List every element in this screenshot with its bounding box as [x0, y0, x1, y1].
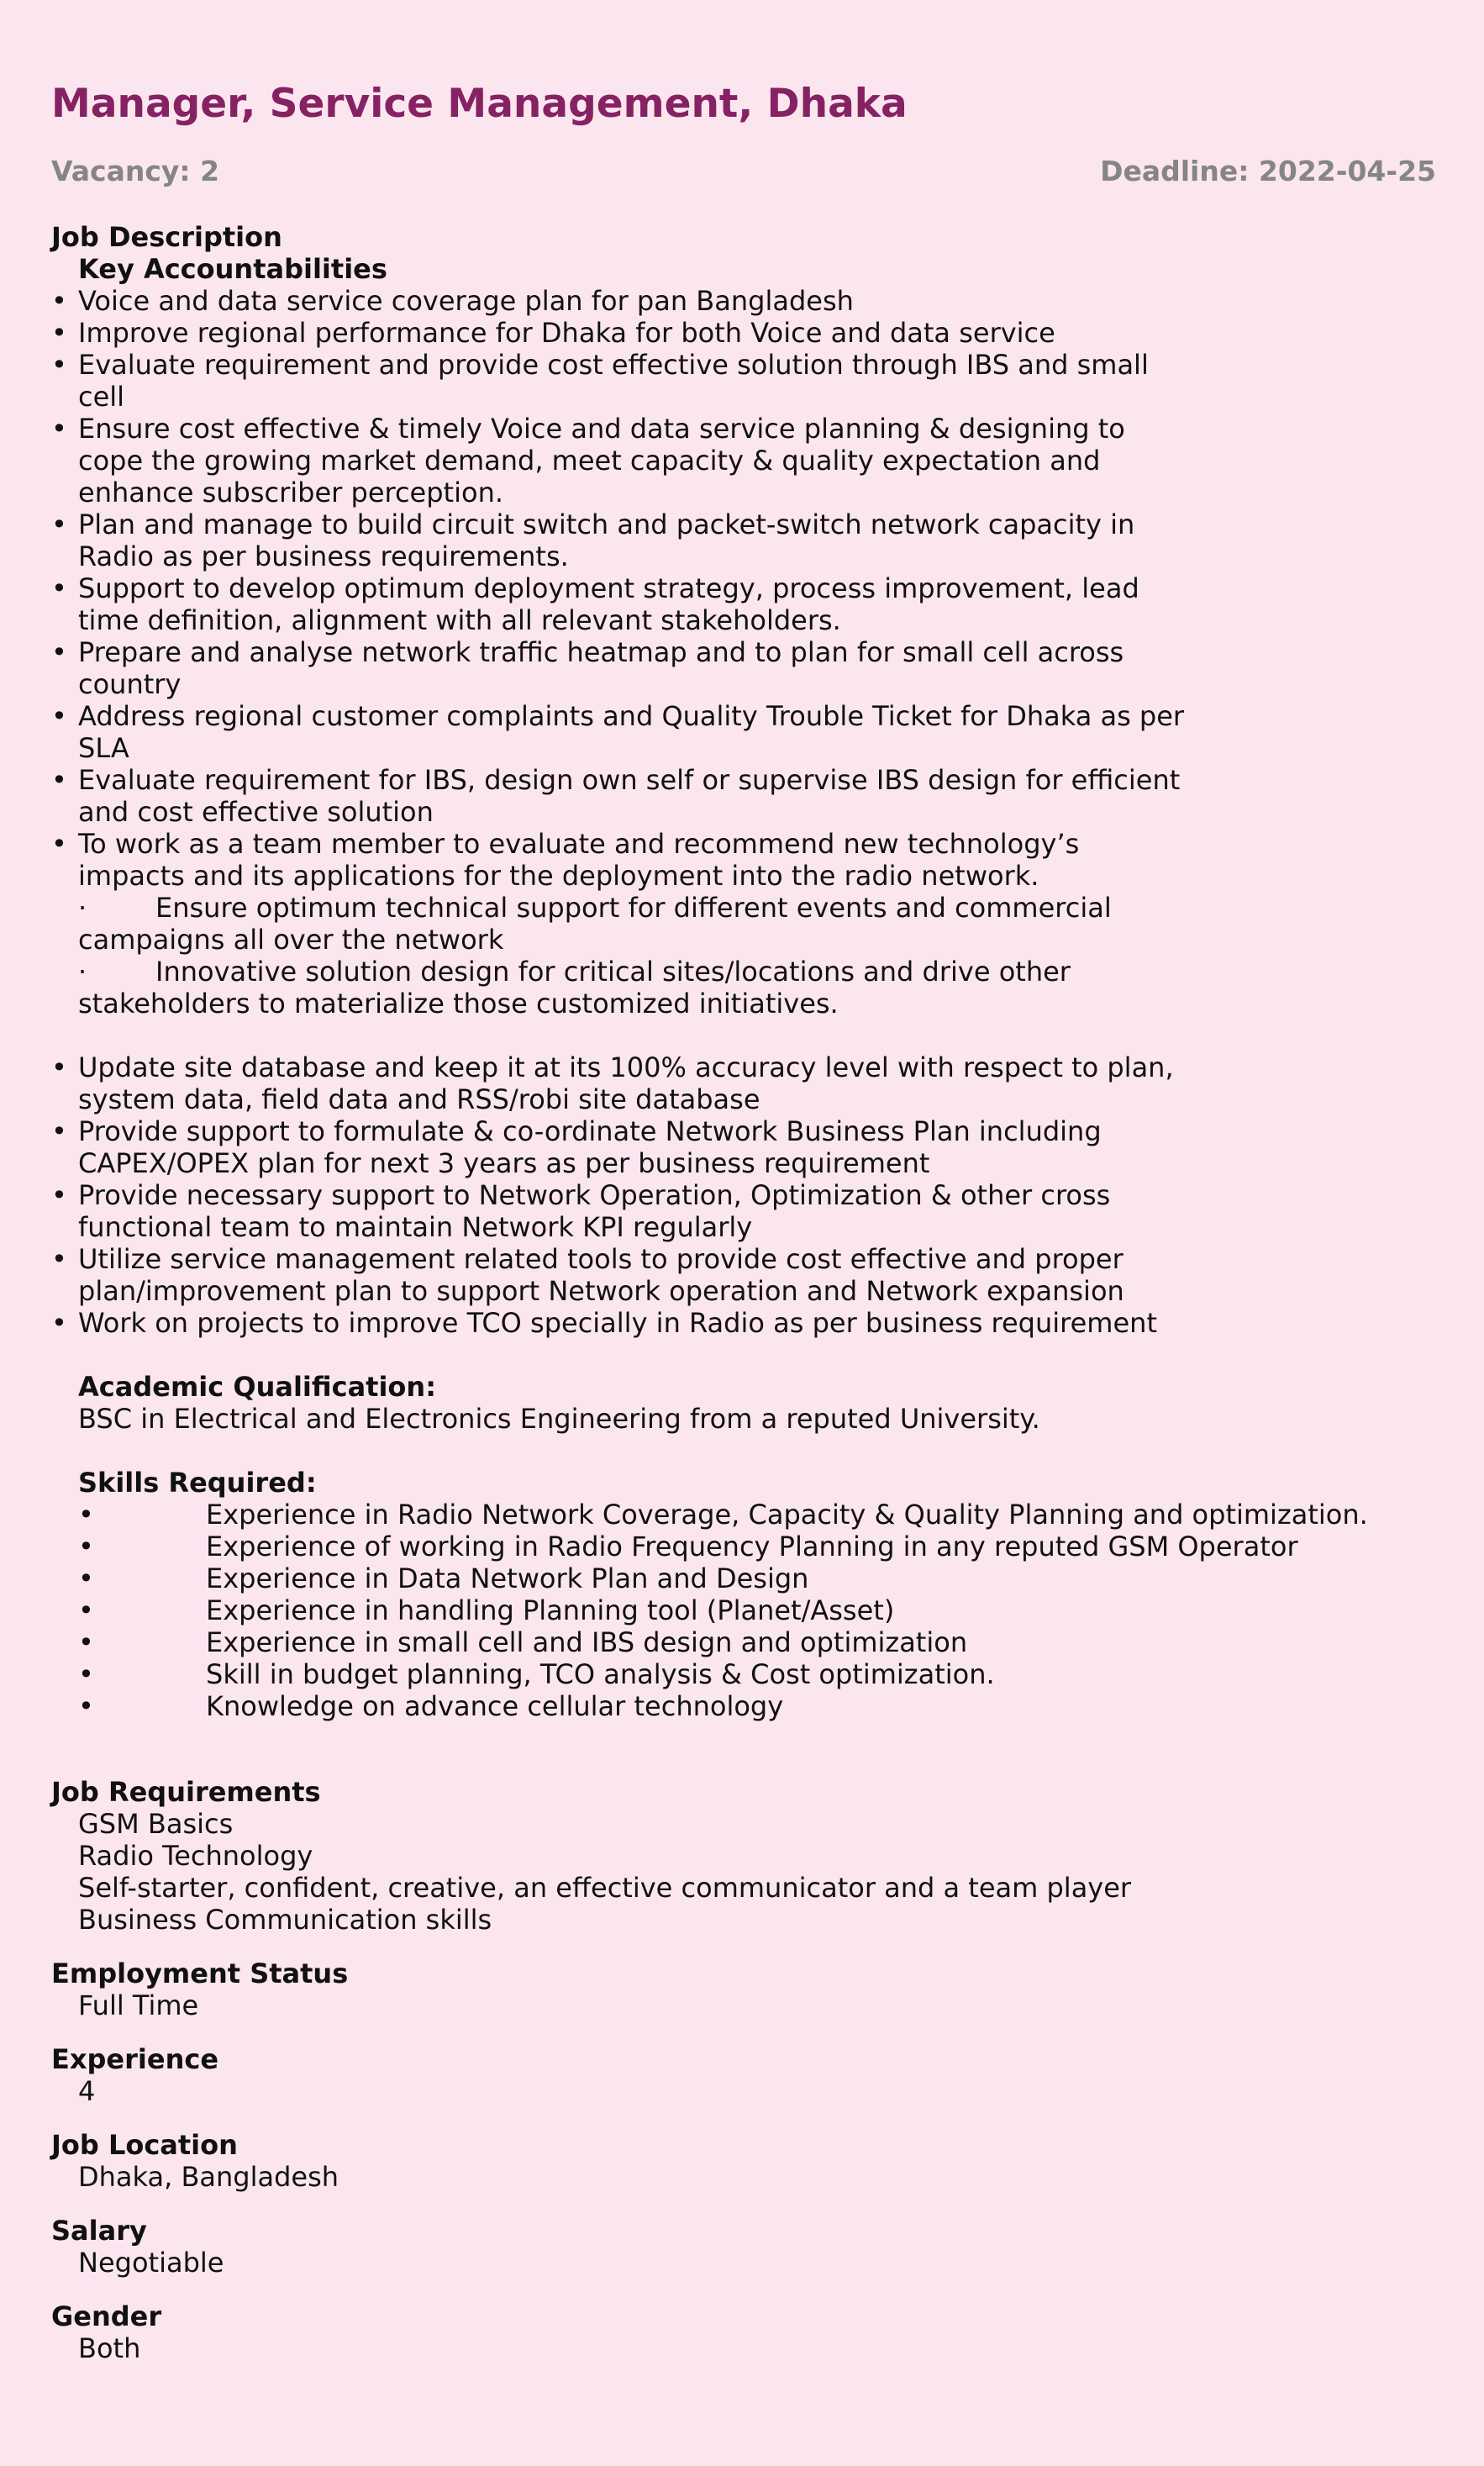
salary-heading: Salary	[51, 2215, 147, 2247]
gender-value: Both	[78, 2332, 141, 2364]
list-item: • Address regional customer complaints and Quality Trouble Ticket for Dhaka as per SLA	[51, 700, 1185, 764]
list-item: • Provide support to formulate & co-ordinate Network Business Plan including CAPEX/OPEX plan for next 3 years as per business requirement	[51, 1115, 1102, 1179]
skills-heading: Skills Required:	[78, 1467, 317, 1499]
skills-list	[51, 1499, 1446, 1722]
list-item: • Ensure cost effective & timely Voice and data service planning & designing to cope the growing market demand, meet capacity & quality expectation and enhance subscriber perception.	[51, 413, 1125, 508]
academic-qualification-text: BSC in Electrical and Electronics Engineering from a reputed University.	[78, 1403, 1040, 1435]
bullet-icon: •	[51, 317, 67, 349]
bullet-icon: •	[78, 1626, 94, 1658]
gender-heading: Gender	[51, 2300, 162, 2332]
list-item: • Work on projects to improve TCO specially in Radio as per business requirement	[51, 1307, 1157, 1339]
list-item: • Utilize service management related tools to provide cost effective and proper plan/improvement plan to support Network operation and Network expansion	[51, 1243, 1124, 1307]
list-item: • Experience in Radio Network Coverage, Capacity & Quality Planning and optimization.	[78, 1499, 1368, 1531]
accountabilities-list	[51, 285, 1194, 892]
list-item: • Experience in small cell and IBS design and optimization	[78, 1626, 968, 1658]
bullet-icon: •	[51, 828, 67, 860]
list-item: • Evaluate requirement for IBS, design own self or supervise IBS design for efficient and cost effective solution	[51, 764, 1181, 828]
list-item: • Provide necessary support to Network Operation, Optimization & other cross functional team to maintain Network KPI regularly	[51, 1179, 1111, 1243]
list-item: • Support to develop optimum deployment strategy, process improvement, lead time definition, alignment with all relevant stakeholders.	[51, 572, 1139, 636]
bullet-icon: •	[51, 1115, 67, 1147]
list-item: • Prepare and analyse network traffic heatmap and to plan for small cell across country	[51, 636, 1124, 700]
deadline-date: Deadline: 2022-04-25	[1100, 155, 1436, 187]
bullet-icon: •	[78, 1562, 94, 1594]
requirement-item: GSM Basics	[78, 1808, 234, 1840]
list-item: • Experience of working in Radio Frequency Planning in any reputed GSM Operator	[78, 1531, 1298, 1562]
bullet-icon: •	[51, 285, 67, 317]
vacancy-count: Vacancy: 2	[51, 155, 220, 187]
bullet-icon: •	[78, 1658, 94, 1690]
list-item: • Knowledge on advance cellular technology	[78, 1690, 784, 1722]
dot-icon: ·	[78, 892, 87, 924]
bullet-icon: •	[51, 508, 67, 540]
job-description-heading: Job Description	[51, 221, 282, 253]
bullet-icon: •	[51, 572, 67, 604]
list-item: • Evaluate requirement and provide cost effective solution through IBS and small cell	[51, 349, 1149, 413]
salary-value: Negotiable	[78, 2247, 224, 2279]
experience-value: 4	[78, 2075, 96, 2107]
accountabilities-list-2	[51, 1051, 1194, 1339]
bullet-icon: •	[78, 1531, 94, 1562]
list-item: • Experience in Data Network Plan and Design	[78, 1562, 809, 1594]
bullet-icon: •	[51, 1179, 67, 1211]
bullet-icon: •	[51, 1243, 67, 1275]
gender-section	[51, 2300, 1446, 2364]
bullet-icon: •	[51, 413, 67, 445]
job-location-section	[51, 2129, 1446, 2193]
job-requirements-heading: Job Requirements	[51, 1776, 321, 1808]
requirement-item: Radio Technology	[78, 1840, 313, 1872]
list-item: • Improve regional performance for Dhaka for both Voice and data service	[51, 317, 1055, 349]
bullet-icon: •	[51, 764, 67, 796]
list-item: • Skill in budget planning, TCO analysis & Cost optimization.	[78, 1658, 995, 1690]
salary-section	[51, 2215, 1446, 2279]
extra-point: · Innovative solution design for critical sites/locations and drive other stakeholders to materialize those customized initiatives.	[78, 956, 1071, 1020]
bullet-icon: •	[78, 1690, 94, 1722]
bullet-icon: •	[78, 1499, 94, 1531]
requirement-item: Business Communication skills	[78, 1904, 492, 1936]
bullet-icon: •	[78, 1594, 94, 1626]
spacer	[51, 1339, 1446, 1371]
experience-heading: Experience	[51, 2043, 219, 2075]
job-location-heading: Job Location	[51, 2129, 238, 2161]
list-item: • Plan and manage to build circuit switch and packet-switch network capacity in Radio as per business requirements.	[51, 508, 1135, 572]
bullet-icon: •	[51, 1307, 67, 1339]
job-title: Manager, Service Management, Dhaka	[51, 81, 908, 127]
dot-icon: ·	[78, 956, 87, 988]
employment-status-heading: Employment Status	[51, 1958, 349, 1989]
list-item: • Update site database and keep it at its 100% accuracy level with respect to plan, system data, field data and RSS/robi site database	[51, 1051, 1174, 1115]
bullet-icon: •	[51, 1051, 67, 1083]
job-location-value: Dhaka, Bangladesh	[78, 2161, 339, 2193]
job-content	[51, 221, 1446, 2364]
list-item: • Voice and data service coverage plan for pan Bangladesh	[51, 285, 854, 317]
requirement-item: Self-starter, confident, creative, an effective communicator and a team player	[78, 1872, 1132, 1904]
academic-qualification-heading: Academic Qualification:	[78, 1371, 436, 1403]
employment-status-value: Full Time	[78, 1989, 199, 2021]
employment-status-section	[51, 1958, 1446, 2021]
experience-section	[51, 2043, 1446, 2107]
spacer	[51, 1435, 1446, 1467]
bullet-icon: •	[51, 349, 67, 381]
key-accountabilities-heading: Key Accountabilities	[78, 253, 387, 285]
job-requirements-section	[51, 1776, 1446, 1936]
extra-point: · Ensure optimum technical support for different events and commercial campaigns all over the network	[78, 892, 1112, 956]
spacer	[51, 1020, 1446, 1051]
bullet-icon: •	[51, 700, 67, 732]
list-item: • To work as a team member to evaluate and recommend new technology’s impacts and its applications for the deployment into the radio network.	[51, 828, 1080, 892]
list-item: • Experience in handling Planning tool (Planet/Asset)	[78, 1594, 895, 1626]
bullet-icon: •	[51, 636, 67, 668]
